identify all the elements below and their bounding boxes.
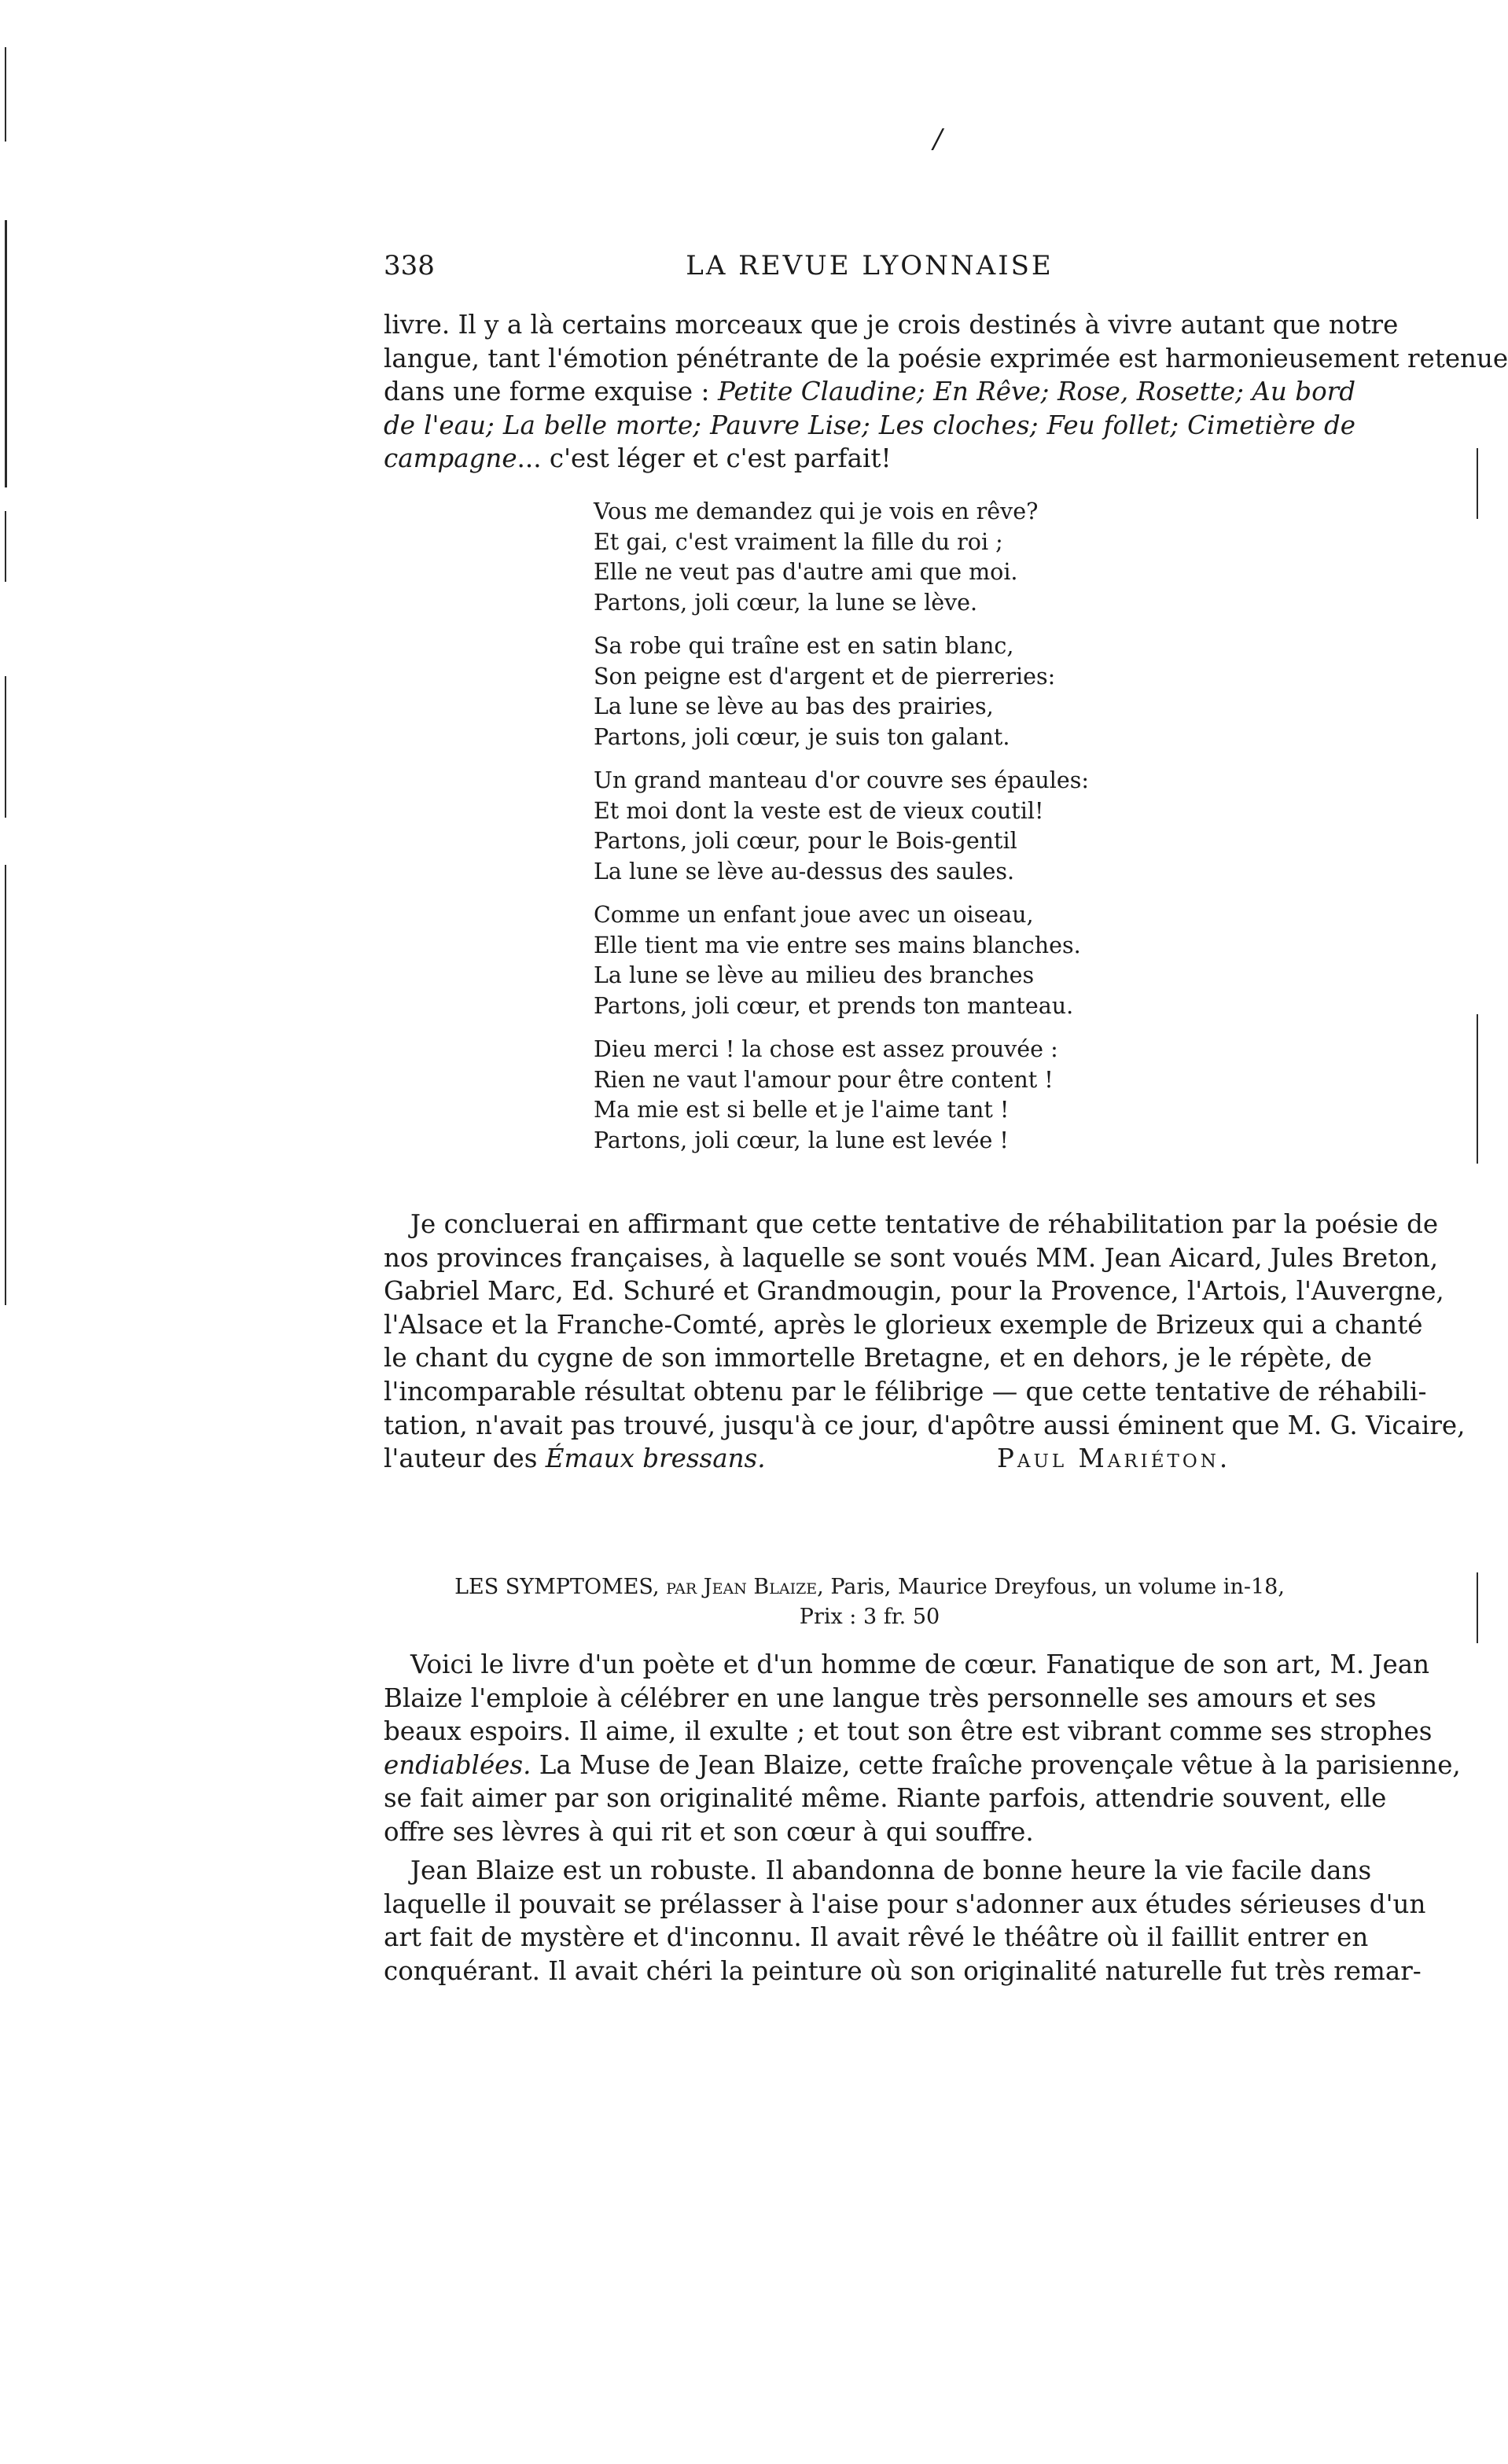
text-segment: l'auteur des bbox=[384, 1443, 546, 1474]
text-line: se fait aimer par son originalité même. Riante parfois, attendrie souvent, elle bbox=[384, 1783, 1387, 1814]
stray-ink-mark: / bbox=[933, 123, 943, 155]
text-line bbox=[384, 442, 1355, 476]
text-segment: La Muse de Jean Blaize, cette fraîche provençale vêtue à la parisienne, bbox=[531, 1749, 1461, 1780]
italic-word: endiablées. bbox=[384, 1749, 531, 1780]
poem-line: Sa robe qui traîne est en satin blanc, bbox=[594, 633, 1014, 659]
poem-titles: campagne bbox=[384, 443, 517, 474]
text-line: langue, tant l'émotion pénétrante de la poésie exprimée est harmonieusement retenue bbox=[384, 343, 1508, 373]
text-line: laquelle il pouvait se prélasser à l'aise pour s'adonner aux études sérieuses d'un bbox=[384, 1888, 1426, 1919]
text-line: le chant du cygne de son immortelle Bretagne, et en dehors, je le répète, de bbox=[384, 1343, 1373, 1374]
author-signature: Paul Mariéton. bbox=[997, 1443, 1231, 1474]
text-line: Blaize l'emploie à célébrer en une langue très personnelle ses amours et ses bbox=[384, 1683, 1377, 1713]
poem-line: Et gai, c'est vraiment la fille du roi ; bbox=[594, 528, 1003, 555]
poem-line: Elle ne veut pas d'autre ami que moi. bbox=[594, 559, 1018, 585]
review-publisher: , Paris, Maurice Dreyfous, un volume in-18, bbox=[817, 1575, 1285, 1599]
poem-line: Ma mie est si belle et je l'aime tant ! bbox=[594, 1097, 1010, 1123]
poem-titles: Petite Claudine; En Rêve; Rose, Rosette; Au bord bbox=[717, 377, 1355, 407]
text-line bbox=[384, 1442, 1355, 1476]
scan-edge-mark bbox=[1477, 1572, 1478, 1643]
poem-stanza bbox=[594, 631, 1089, 752]
scan-edge-mark bbox=[5, 47, 6, 142]
text-line: livre. Il y a là certains morceaux que je crois destinés à vivre autant que notre bbox=[384, 310, 1399, 340]
book-title: Émaux bressans. bbox=[545, 1443, 766, 1474]
text-line: Gabriel Marc, Ed. Schuré et Grandmougin, pour la Provence, l'Artois, l'Auvergne, bbox=[384, 1276, 1444, 1307]
intro-paragraph bbox=[384, 308, 1508, 476]
text-line: l'Alsace et la Franche-Comté, après le glorieux exemple de Brizeux qui a chanté bbox=[384, 1309, 1423, 1340]
review-header bbox=[384, 1572, 1355, 1632]
scan-edge-mark bbox=[1477, 1101, 1478, 1164]
text-line: conquérant. Il avait chéri la peinture où son originalité naturelle fut très remar- bbox=[384, 1955, 1422, 1986]
poem-line: Comme un enfant joue avec un oiseau, bbox=[594, 902, 1034, 928]
poem-line: Son peigne est d'argent et de pierreries: bbox=[594, 663, 1056, 690]
review-by: par bbox=[659, 1575, 704, 1599]
journal-title: LA REVUE LYONNAISE bbox=[686, 250, 1054, 281]
text-line: offre ses lèvres à qui rit et son cœur à qui souffre. bbox=[384, 1816, 1034, 1847]
text-line bbox=[384, 1749, 1461, 1782]
review-title: LES SYMPTOMES, bbox=[454, 1575, 660, 1599]
poem-line: Un grand manteau d'or couvre ses épaules: bbox=[594, 767, 1089, 793]
text-line bbox=[384, 375, 1355, 409]
scan-edge-mark bbox=[1477, 448, 1478, 519]
running-header bbox=[384, 250, 1355, 289]
poem-line: Dieu merci ! la chose est assez prouvée : bbox=[594, 1036, 1058, 1062]
review-paragraph-2 bbox=[384, 1854, 1426, 1988]
review-price: Prix : 3 fr. 50 bbox=[799, 1605, 940, 1629]
poem-line: Partons, joli cœur, et prends ton manteau. bbox=[594, 992, 1074, 1019]
poem-line: La lune se lève au-dessus des saules. bbox=[594, 858, 1015, 884]
text-line: nos provinces françaises, à laquelle se sont voués MM. Jean Aicard, Jules Breton, bbox=[384, 1242, 1439, 1273]
poem-stanza bbox=[594, 900, 1089, 1021]
text-line: Voici le livre d'un poète et d'un homme de cœur. Fanatique de son art, M. Jean bbox=[410, 1649, 1430, 1679]
poem-line: La lune se lève au bas des prairies, bbox=[594, 693, 994, 719]
poem-line: Partons, joli cœur, la lune est levée ! bbox=[594, 1127, 1009, 1153]
poem-line: La lune se lève au milieu des branches bbox=[594, 962, 1035, 988]
poem-line: Elle tient ma vie entre ses mains blanches. bbox=[594, 932, 1081, 958]
text-line: l'incomparable résultat obtenu par le félibrige — que cette tentative de réhabili- bbox=[384, 1376, 1427, 1407]
poem-line: Partons, joli cœur, la lune se lève. bbox=[594, 589, 978, 616]
text-line: Je concluerai en affirmant que cette tentative de réhabilitation par la poésie de bbox=[410, 1209, 1439, 1239]
scan-edge-mark bbox=[5, 220, 7, 487]
poem-line: Rien ne vaut l'amour pour être content ! bbox=[594, 1066, 1054, 1093]
poem-line: Vous me demandez qui je vois en rêve? bbox=[594, 498, 1039, 524]
text-segment: ... c'est léger et c'est parfait! bbox=[517, 443, 892, 474]
text-line: Jean Blaize est un robuste. Il abandonna de bonne heure la vie facile dans bbox=[410, 1855, 1372, 1885]
review-author: Jean Blaize bbox=[703, 1575, 818, 1599]
text-line: beaux espoirs. Il aime, il exulte ; et tout son être est vibrant comme ses strophes bbox=[384, 1716, 1433, 1747]
poem-line: Partons, joli cœur, pour le Bois-gentil bbox=[594, 828, 1017, 854]
review-citation bbox=[384, 1572, 1355, 1602]
poem-stanza bbox=[594, 497, 1089, 618]
scan-edge-mark bbox=[5, 511, 6, 582]
scan-edge-mark bbox=[1477, 1014, 1478, 1109]
poem-stanza bbox=[594, 1035, 1089, 1156]
poem-stanza bbox=[594, 766, 1089, 887]
conclusion-paragraph bbox=[384, 1208, 1466, 1476]
poem-titles: de l'eau; La belle morte; Pauvre Lise; Les cloches; Feu follet; Cimetière de bbox=[384, 410, 1355, 440]
text-segment: dans une forme exquise : bbox=[384, 377, 718, 407]
poem bbox=[594, 497, 1089, 1169]
poem-line: Partons, joli cœur, je suis ton galant. bbox=[594, 723, 1010, 750]
text-line: art fait de mystère et d'inconnu. Il avait rêvé le théâtre où il faillit entrer en bbox=[384, 1922, 1369, 1953]
text-line: tation, n'avait pas trouvé, jusqu'à ce jour, d'apôtre aussi éminent que M. G. Vicaire, bbox=[384, 1410, 1466, 1440]
scan-edge-mark bbox=[5, 676, 6, 818]
scan-edge-mark bbox=[5, 865, 6, 1305]
page-number: 338 bbox=[384, 250, 435, 281]
text-line bbox=[384, 409, 1355, 443]
poem-line: Et moi dont la veste est de vieux coutil! bbox=[594, 797, 1044, 824]
review-paragraph-1 bbox=[384, 1648, 1461, 1849]
